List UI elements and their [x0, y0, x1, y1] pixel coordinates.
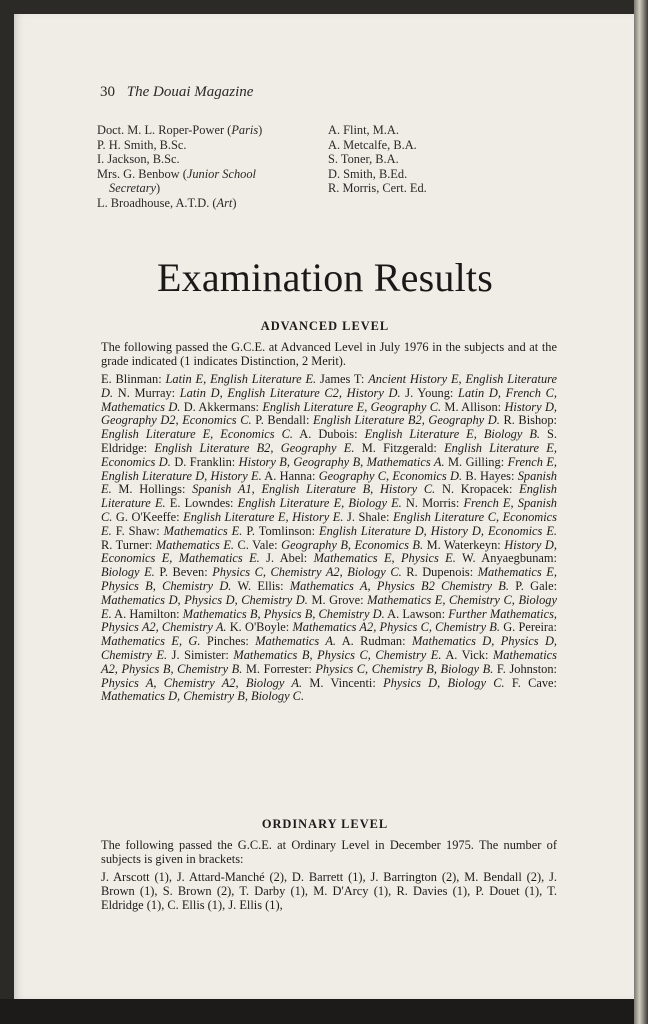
candidate-name: P. Tomlinson: — [246, 523, 320, 538]
candidate-name: Pinches: — [206, 634, 256, 649]
candidate-name: M. Forrester: — [245, 661, 316, 676]
candidate-subjects: Biology E. — [101, 565, 155, 580]
candidate-name: F. Cave: — [511, 675, 557, 690]
candidate-name: D. Franklin: — [174, 454, 239, 469]
candidate-subjects: Geography B, Economics B. — [281, 537, 424, 552]
candidate-name: N. Murray: — [117, 385, 180, 400]
advanced-level-intro: The following passed the G.C.E. at Advanced Level in July 1976 in the subjects and at the grade indicated (1 indicates Distinction, 2 Merit). — [101, 340, 557, 368]
candidate-name: A. Dubois: — [299, 427, 365, 442]
candidate-subjects: English Literature C, Economics E. — [101, 509, 557, 538]
candidate-subjects: History D, Economics E, Mathematics E. — [101, 537, 557, 566]
candidate-subjects: English Literature B2, Geography D. — [313, 413, 500, 428]
candidate-name: R. Turner: — [101, 537, 156, 552]
candidate-subjects: Mathematics E, Physics B, Chemistry D. — [101, 565, 557, 593]
staff-note-close: ) — [258, 123, 263, 137]
candidate-subjects: Physics C, Chemistry B, Biology B. — [315, 661, 494, 676]
candidate-name: D. Akkermans: — [183, 399, 263, 414]
candidate-subjects: English Literature D, History D, Economics E. — [319, 523, 558, 538]
candidate-name: P. Beven: — [159, 565, 213, 580]
candidate-subjects: History D, Geography D2, Economics C. — [101, 399, 558, 428]
candidate-name: R. Dupenois: — [406, 565, 478, 580]
candidate-name: M. Vincenti: — [309, 675, 384, 690]
staff-entry — [97, 123, 317, 138]
staff-note-close: ) — [232, 195, 237, 210]
staff-note: Secretary — [109, 181, 157, 196]
staff-entry: R. Morris, Cert. Ed. — [328, 181, 427, 196]
candidate-name: K. O'Boyle: — [229, 620, 293, 635]
candidate-subjects: English Literature B2, Geography E. — [154, 440, 355, 455]
candidate-subjects: Mathematics E. — [163, 523, 243, 538]
candidate-subjects: Mathematics B, Physics C, Chemistry E. — [233, 647, 442, 662]
candidate-subjects: Mathematics A. — [255, 634, 337, 649]
running-header — [100, 84, 253, 101]
candidate-subjects: English Literature E, Biology B. — [364, 427, 541, 442]
candidate-name: A. Hanna: — [264, 468, 319, 483]
candidate-name: R. Bishop: — [503, 413, 557, 428]
candidate-name: J. Shale: — [347, 509, 393, 524]
candidate-subjects: Latin E, English Literature E. — [165, 372, 317, 386]
book-bottom-edge — [0, 999, 648, 1024]
candidate-subjects: Physics A, Chemistry A2, Biology A. — [101, 675, 303, 690]
candidate-name: N. Morris: — [405, 496, 464, 511]
candidate-subjects: English Literature E, Geography C. — [262, 399, 442, 414]
candidate-name: M. Gilling: — [448, 454, 508, 469]
candidate-name: A. Lawson: — [387, 606, 449, 621]
candidate-name: M. Waterkeyn: — [426, 537, 505, 552]
magazine-title: The Douai Magazine — [126, 84, 254, 100]
candidate-subjects: English Literature E, History E. — [183, 509, 344, 524]
candidate-name: A. Hamilton: — [114, 606, 183, 621]
staff-entry — [97, 167, 317, 182]
candidate-subjects: Mathematics D, Physics D, Chemistry E. — [101, 634, 557, 662]
ordinary-level-results: J. Arscott (1), J. Attard-Manché (2), D. Barrett (1), J. Barrington (2), M. Bendall (2), J. Brown (1), S. Brown (2), T. Darby (1), M. D'Arcy (1), R. Davies (1), P. Douet (1), T. Eldridge (1), C. Ellis (1), J. Ellis (1), — [101, 870, 557, 912]
candidate-subjects: Mathematics D, Chemistry B, Biology C. — [101, 689, 305, 704]
staff-name: Mrs. G. Benbow ( — [97, 166, 187, 181]
staff-entry: D. Smith, B.Ed. — [328, 166, 408, 181]
candidate-name: M. Hollings: — [118, 482, 193, 497]
candidate-name: James T: — [320, 372, 369, 386]
staff-entry: S. Toner, B.A. — [328, 152, 399, 167]
candidate-subjects: English Literature E, Economics C. — [101, 427, 293, 442]
candidate-subjects: English Literature E, Biology E. — [237, 496, 402, 511]
candidate-subjects: Mathematics D, Physics D, Chemistry D. — [101, 592, 308, 607]
staff-list-right — [328, 123, 528, 196]
candidate-subjects: Latin D, French C, Mathematics D. — [101, 385, 558, 414]
book-spine-edge — [634, 0, 648, 1024]
advanced-level-heading: ADVANCED LEVEL — [260, 319, 390, 333]
candidate-name: E. Blinman: — [101, 372, 166, 386]
candidate-subjects: Ancient History E, English Literature D. — [101, 372, 557, 400]
candidate-subjects: English Literature E, Economics D. — [101, 440, 557, 469]
candidate-name: A. Rudman: — [341, 634, 412, 649]
staff-name: L. Broadhouse, A.T.D. ( — [97, 195, 217, 210]
candidate-subjects: French E, English Literature D, History E. — [101, 454, 558, 483]
candidate-subjects: Further Mathematics, Physics A2, Chemistry A. — [101, 606, 557, 635]
candidate-subjects: Mathematics A2, Physics B, Chemistry B. — [101, 647, 557, 676]
staff-entry — [97, 196, 317, 211]
staff-list-left — [97, 123, 317, 211]
candidate-name: J. Simister: — [171, 647, 234, 662]
staff-note: Paris — [231, 123, 259, 137]
staff-note-close: ) — [156, 181, 161, 196]
candidate-subjects: Physics C, Chemistry A2, Biology C. — [212, 565, 402, 580]
staff-entry — [97, 152, 317, 167]
staff-entry: A. Flint, M.A. — [328, 123, 399, 137]
candidate-name: F. Shaw: — [115, 523, 164, 538]
candidate-name: J. Young: — [405, 385, 459, 400]
staff-name: I. Jackson, B.Sc. — [97, 152, 180, 167]
candidate-subjects: Mathematics B, Physics B, Chemistry D. — [182, 606, 385, 621]
candidate-name: F. Johnston: — [496, 661, 557, 676]
staff-name: Doct. M. L. Roper-Power ( — [97, 123, 232, 137]
candidate-name: W. Anyaegbunam: — [461, 551, 558, 566]
candidate-name: M. Fitzgerald: — [361, 440, 445, 455]
candidate-name: E. Lowndes: — [169, 496, 238, 511]
candidate-subjects: Mathematics E, Chemistry C, Biology E. — [101, 592, 558, 621]
candidate-subjects: French E, Spanish C. — [101, 496, 557, 524]
page-title: Examination Results — [157, 255, 493, 300]
candidate-subjects: Spanish A1, English Literature B, History C. — [192, 482, 436, 497]
candidate-name: P. Gale: — [515, 578, 558, 593]
staff-entry — [97, 181, 317, 196]
ordinary-level-intro: The following passed the G.C.E. at Ordinary Level in December 1975. The number of subjects is given in brackets: — [101, 838, 557, 866]
candidate-name: J. Abel: — [266, 551, 314, 566]
candidate-subjects: Mathematics E, Physics E. — [313, 551, 456, 566]
candidate-name: W. Ellis: — [237, 578, 290, 593]
candidate-subjects: History B, Geography B, Mathematics A. — [238, 454, 445, 469]
candidate-name: N. Kropacek: — [442, 482, 520, 497]
candidate-name: M. Allison: — [444, 399, 505, 414]
candidate-subjects: English Literature E. — [101, 482, 557, 511]
page-number: 30 — [100, 84, 115, 100]
candidate-name: A. Vick: — [445, 647, 493, 662]
candidate-name: G. O'Keeffe: — [115, 509, 184, 524]
candidate-subjects: Geography C, Economics D. — [318, 468, 463, 483]
candidate-subjects: Mathematics E. — [155, 537, 235, 552]
candidate-name: G. Pereira: — [503, 620, 557, 635]
staff-entry: A. Metcalfe, B.A. — [328, 137, 417, 152]
staff-name: P. H. Smith, B.Sc. — [97, 137, 187, 152]
staff-note: Junior School — [186, 166, 256, 181]
candidate-name: S. Eldridge: — [101, 427, 557, 455]
candidate-subjects: Mathematics A, Physics B2 Chemistry B. — [289, 578, 509, 593]
candidate-subjects: Physics D, Biology C. — [383, 675, 505, 690]
candidate-subjects: Latin D, English Literature C2, History D. — [179, 385, 401, 400]
candidate-subjects: Spanish E. — [101, 468, 557, 497]
candidate-name: P. Bendall: — [255, 413, 314, 428]
staff-note: Art — [216, 195, 233, 210]
advanced-level-results — [101, 373, 557, 704]
candidate-name: B. Hayes: — [465, 468, 518, 483]
staff-entry — [97, 138, 317, 153]
candidate-subjects: Mathematics E, G. — [101, 634, 201, 649]
candidate-subjects: Mathematics A2, Physics C, Chemistry B. — [292, 620, 500, 635]
candidate-name: C. Vale: — [237, 537, 282, 552]
ordinary-level-heading: ORDINARY LEVEL — [261, 817, 389, 831]
candidate-name: M. Grove: — [311, 592, 368, 607]
